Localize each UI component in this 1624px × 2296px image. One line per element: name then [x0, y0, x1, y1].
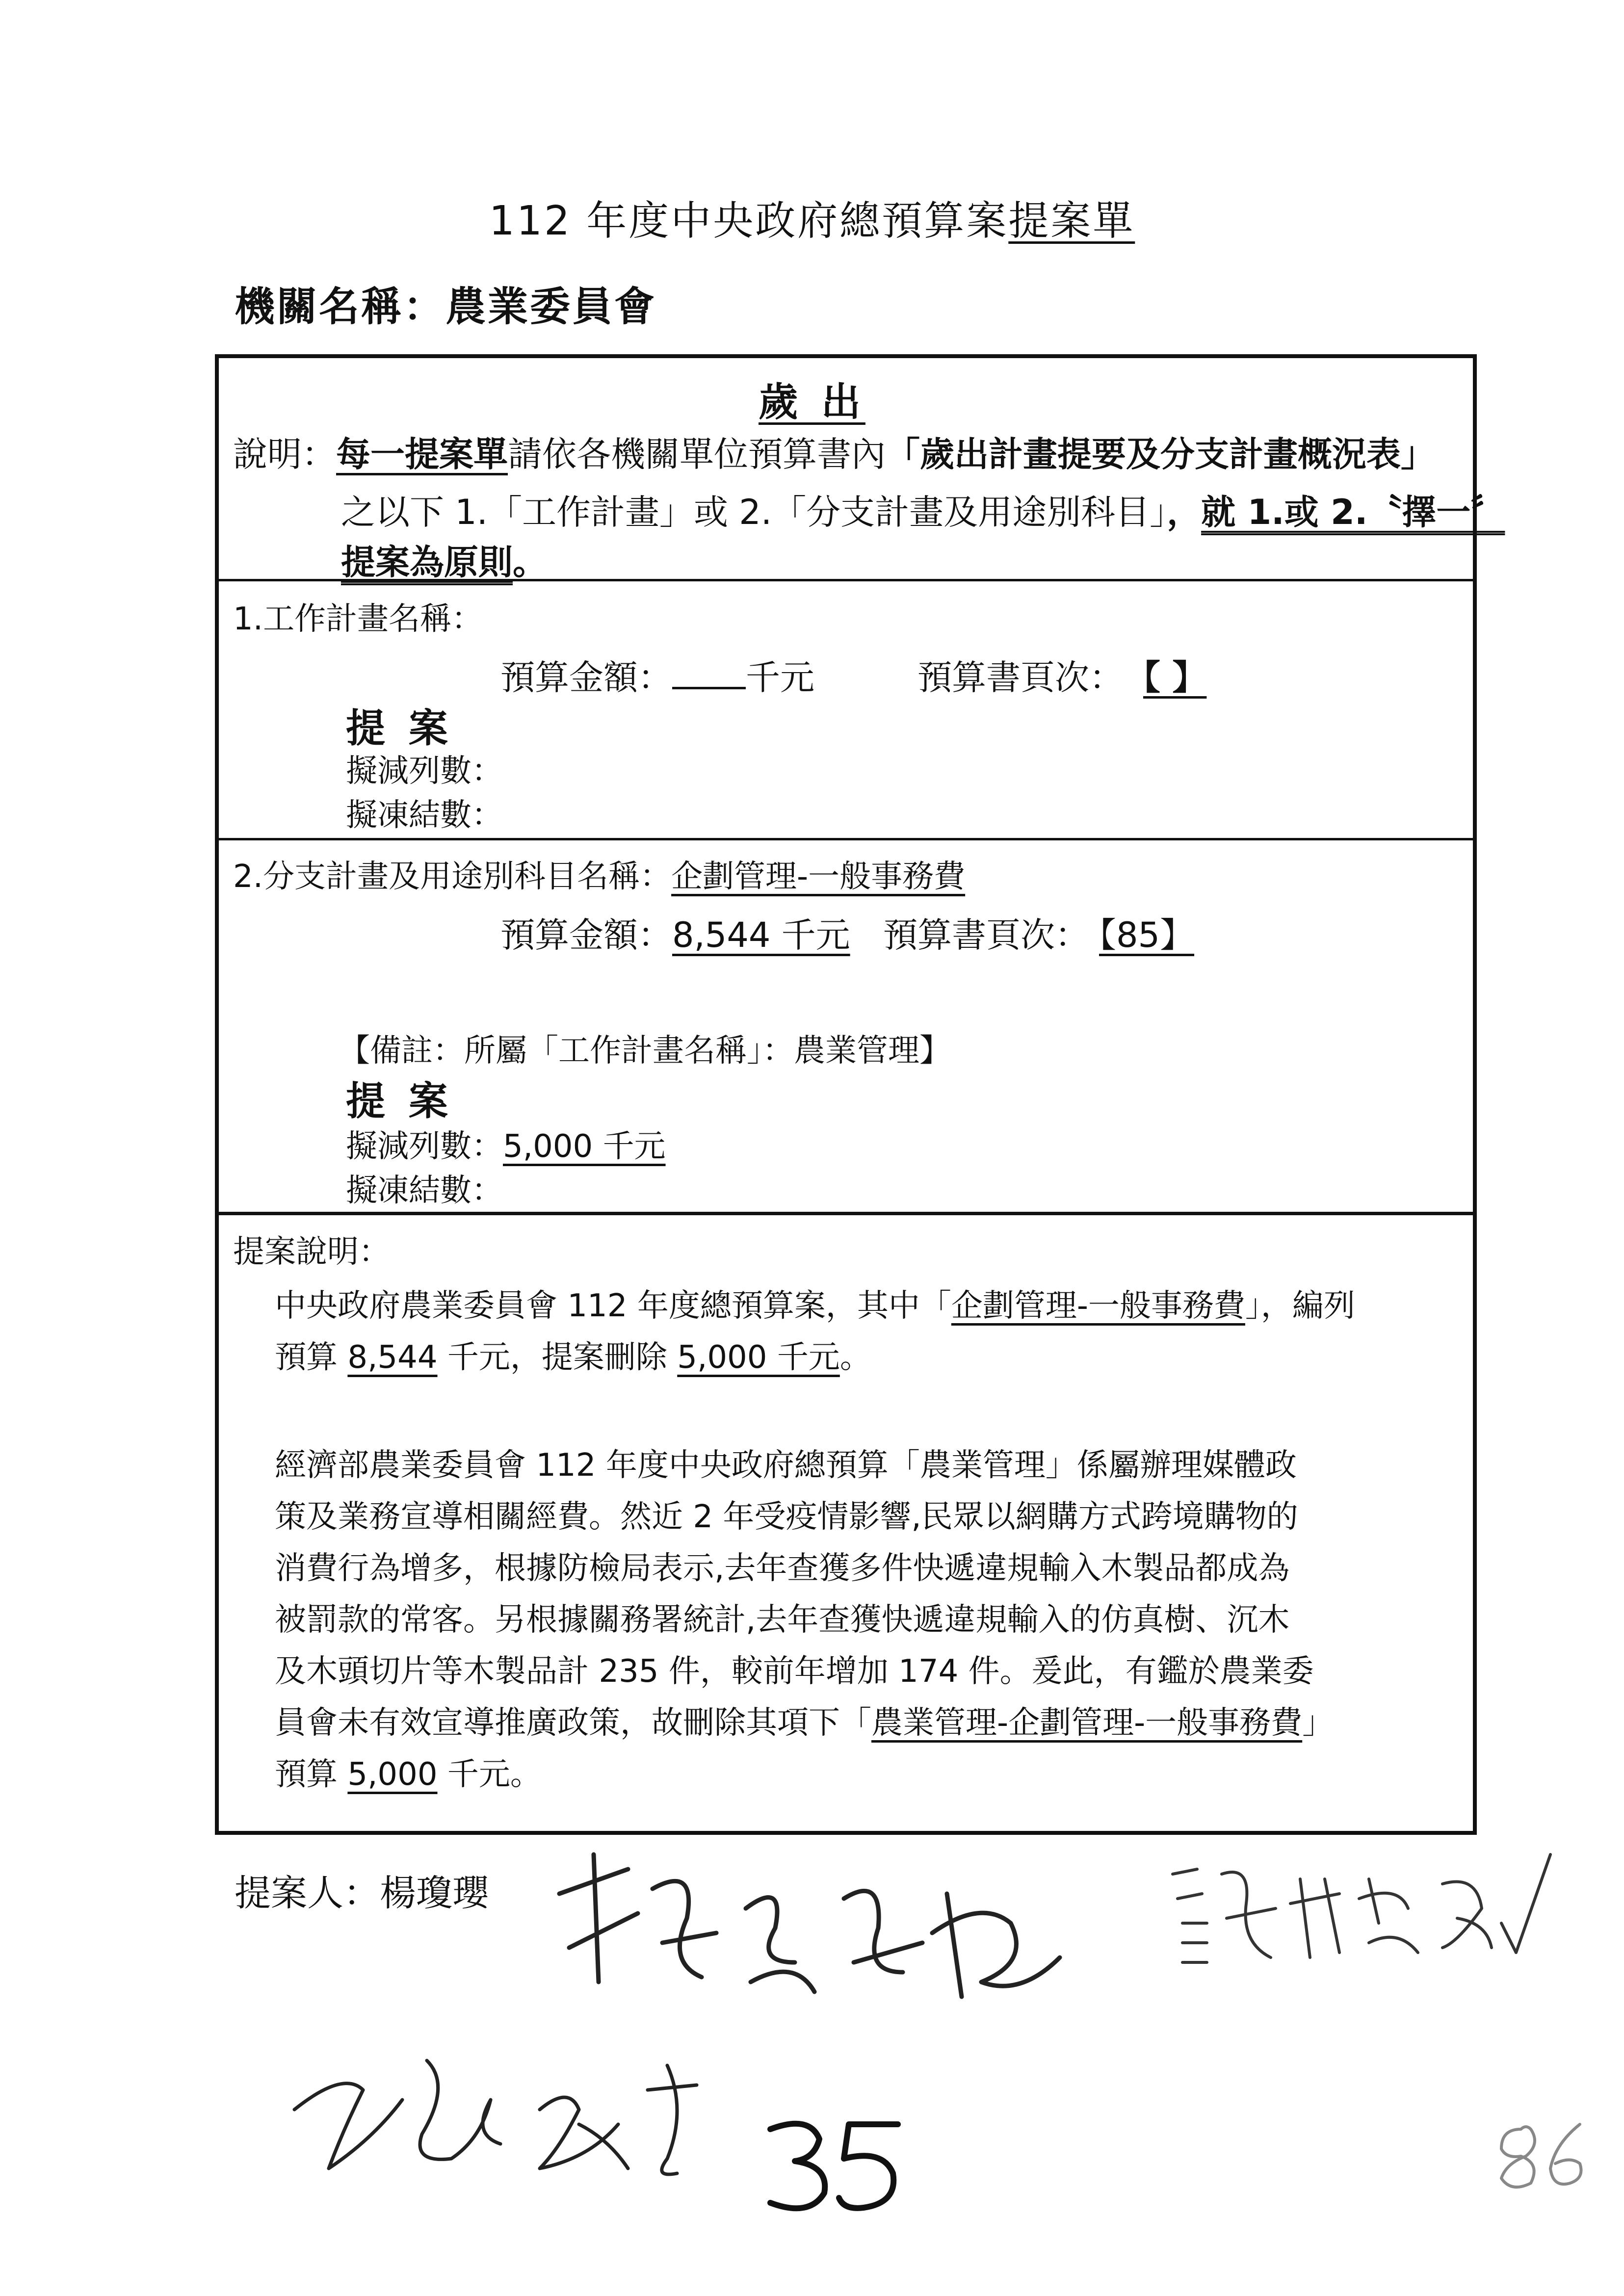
page-number-handwritten-image	[756, 2105, 932, 2222]
note-line-2	[341, 485, 1505, 534]
s2-name-row	[233, 851, 965, 896]
explanation-p2-line-3: 消費行為增多，根據防檢局表示,去年查獲多件快遞違規輸入木製品都成為	[275, 1550, 1290, 1587]
p2-l7-a: 預算	[275, 1756, 348, 1793]
p2-l7-amount: 5,000	[347, 1756, 438, 1793]
s1-page-value: 【 】	[1143, 657, 1207, 698]
s2-reduce-row	[346, 1121, 681, 1166]
s1-budget-label: 預算金額：	[500, 657, 672, 698]
s2-name-value: 企劃管理-一般事務費	[671, 859, 966, 895]
p1-l2-a: 預算	[275, 1339, 348, 1376]
note-bold-table: 「歲出計畫提要及分支計畫概況表」	[886, 434, 1435, 474]
note-underlined-1: 每一提案單	[336, 434, 508, 474]
p1-l2-b: 千元，提案刪除	[437, 1339, 678, 1376]
note-comma: ，	[1167, 492, 1202, 532]
s2-reduce-label: 擬減列數：	[346, 1128, 503, 1165]
s1-proposal-heading: 提 案	[346, 705, 453, 751]
note-choose-one: 就 1.或 2.〝擇一〞	[1201, 492, 1505, 532]
p2-l7-b: 千元。	[437, 1756, 542, 1793]
p1-l2-c: 。	[839, 1339, 871, 1376]
s1-budget-unit: 千元	[746, 657, 814, 698]
note-line-1	[233, 427, 1435, 476]
explanation-p2-line-2: 策及業務宣導相關經費。然近 2 年受疫情影響,民眾以網購方式跨境購物的	[275, 1499, 1298, 1535]
s2-page-label: 預算書頁次：	[883, 915, 1089, 955]
explanation-p2-line-4: 被罰款的常客。另根據關務署統計,去年查獲快遞違規輸入的仿真樹、沉木	[275, 1602, 1290, 1638]
divider-3	[215, 1212, 1477, 1215]
s2-page-row	[883, 908, 1204, 957]
explanation-p2-line-7	[275, 1749, 542, 1794]
note-label: 說明：	[233, 434, 336, 474]
explanation-p2-line-5: 及木頭切片等木製品計 235 件，較前年增加 174 件。爰此，有鑑於農業委	[275, 1653, 1314, 1690]
s2-name-label: 2.分支計畫及用途別科目名稱：	[233, 859, 672, 895]
s1-reduce-label: 擬減列數：	[346, 753, 503, 789]
p2-l6-item: 農業管理-企劃管理-一般事務費	[871, 1705, 1303, 1741]
s2-proposal-heading: 提 案	[346, 1078, 453, 1124]
page-number-pencil-image	[1482, 2110, 1609, 2198]
note-end: 。	[513, 542, 547, 582]
agency-name: 機關名稱：農業委員會	[235, 284, 657, 330]
s2-reduce-value: 5,000 千元	[503, 1128, 666, 1165]
note-text-1: 請依各機關單位預算書內	[508, 434, 886, 474]
p1-l1-item: 企劃管理-一般事務費	[951, 1288, 1245, 1324]
s1-budget-row	[500, 650, 814, 700]
explanation-label: 提案說明：	[233, 1234, 390, 1270]
title-text: 112 年度中央政府總預算案	[489, 198, 1009, 244]
s2-budget-value: 8,544 千元	[672, 915, 850, 955]
s1-page-label: 預算書頁次：	[917, 657, 1124, 698]
s2-remark: 【備註：所屬「工作計畫名稱」：農業管理】	[339, 1033, 951, 1069]
p2-l6-pre: 員會未有效宣導推廣政策，故刪除其項下「	[275, 1705, 871, 1741]
section-heading-expenditure: 歲 出	[759, 379, 865, 425]
work-plan-name-label: 1.工作計畫名稱：	[233, 601, 483, 637]
s2-freeze-label: 擬凍結數：	[346, 1173, 503, 1209]
signature-2-image	[1163, 1845, 1555, 1972]
note-line-3	[341, 535, 547, 584]
signature-3-image	[275, 2011, 716, 2198]
divider-2	[215, 838, 1477, 840]
title-underlined-text: 提案單	[1008, 198, 1135, 244]
p1-l1-post: 」，編列	[1245, 1288, 1355, 1324]
explanation-p1-line-1	[275, 1280, 1355, 1326]
s2-budget-label: 預算金額：	[500, 915, 672, 955]
p1-l1-pre: 中央政府農業委員會 112 年度總預算案，其中「	[275, 1288, 951, 1324]
proposer: 提案人：楊瓊瓔	[235, 1872, 489, 1914]
note-text-2: 之以下 1.「工作計畫」或 2.「分支計畫及用途別科目」	[341, 492, 1167, 532]
p1-l2-budget: 8,544	[347, 1339, 438, 1376]
s1-budget-blank	[672, 657, 746, 689]
p1-l2-cut: 5,000 千元	[677, 1339, 840, 1376]
p2-l6-post: 」	[1302, 1705, 1334, 1741]
document-title	[0, 189, 1624, 246]
explanation-p1-line-2	[275, 1332, 871, 1377]
s2-page-value: 【85】	[1099, 915, 1195, 955]
s1-freeze-label: 擬凍結數：	[346, 797, 503, 834]
s1-page-row	[917, 650, 1226, 700]
explanation-p2-line-6	[275, 1697, 1334, 1743]
s2-budget-row	[500, 908, 850, 957]
note-principle: 提案為原則	[341, 542, 513, 582]
explanation-p2-line-1: 經濟部農業委員會 112 年度中央政府總預算「農業管理」係屬辦理媒體政	[275, 1447, 1297, 1484]
